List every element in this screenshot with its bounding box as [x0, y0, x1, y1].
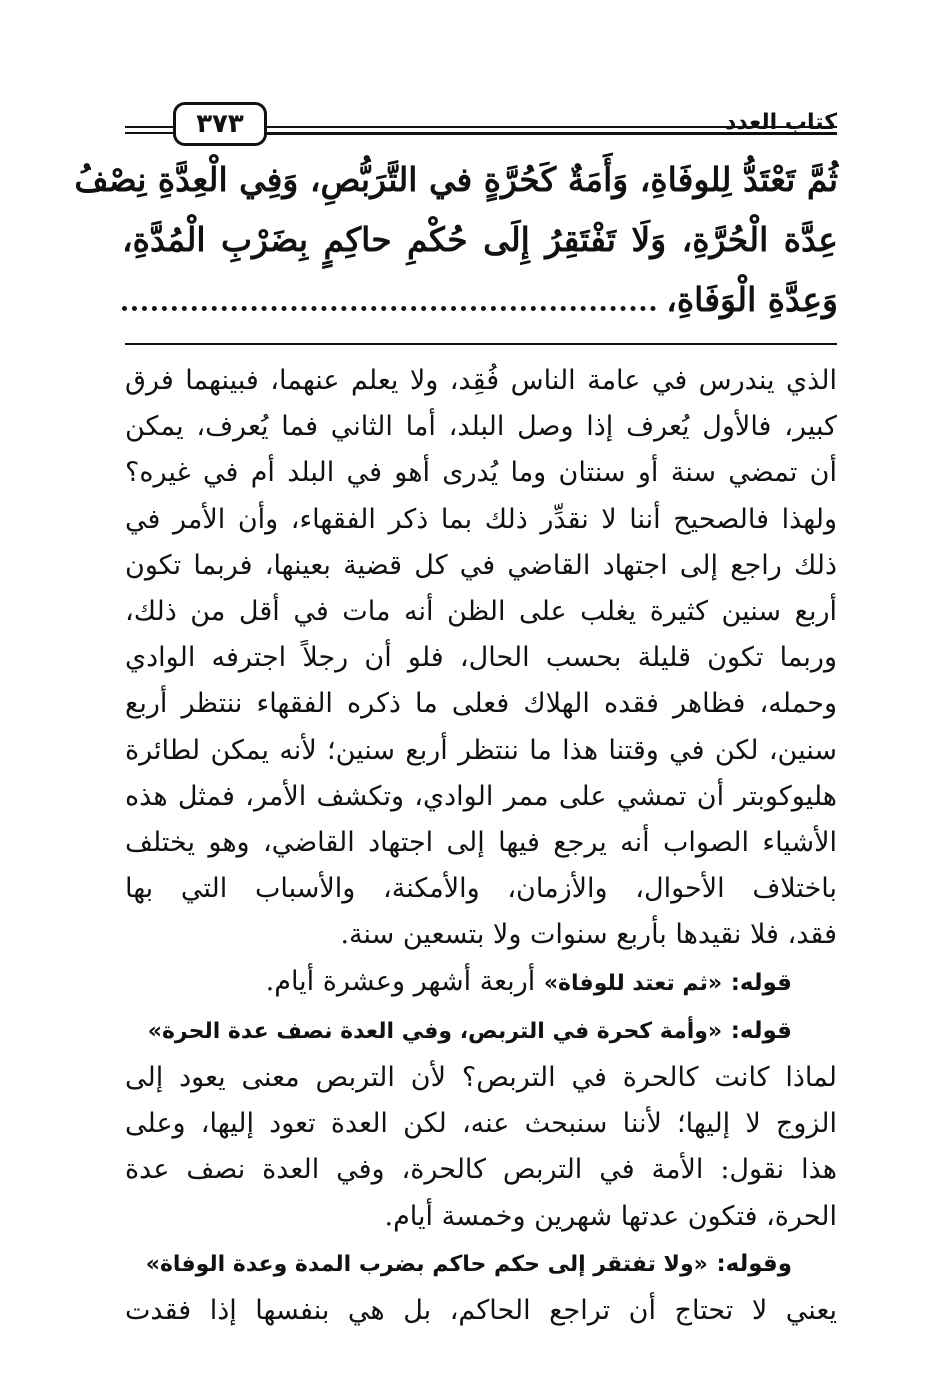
- text-line: يعني لا تحتاج أن تراجع الحاكم، بل هي بنفسها إذا فقدت: [125, 1295, 837, 1327]
- page-number: ٣٧٣: [173, 102, 267, 146]
- page-header: [125, 100, 837, 152]
- header-rule: [125, 132, 173, 134]
- text-line: أربع سنين كثيرة يغلب على الظن أنه مات في أقل من ذلك،: [125, 596, 837, 628]
- chapter-title: كتاب العدد: [724, 110, 837, 135]
- text-line: أن تمضي سنة أو سنتان وما يُدرى أهو في البلد أم في غيره؟: [125, 457, 837, 489]
- text-line: ولهذا فالصحيح أننا لا نقدِّر ذلك بما ذكر الفقهاء، وأن الأمر في: [125, 503, 837, 535]
- matn-line: عِدَّة الْحُرَّةِ، وَلَا تَفْتَقِرُ إِلَى حُكْمِ حاكِمٍ بِضَرْبِ الْمُدَّةِ،: [122, 220, 838, 259]
- text-line: لماذا كانت كالحرة في التربص؟ لأن التربص معنى يعود إلى: [125, 1062, 837, 1094]
- section-divider: [125, 343, 837, 345]
- text-line: الحرة، فتكون عدتها شهرين وخمسة أيام.: [384, 1200, 837, 1232]
- text-line: وربما تكون قليلة بحسب الحال، فلو أن رجلاً اجترفه الوادي: [125, 642, 837, 674]
- quoted-matn: «ولا تفتقر إلى حكم حاكم بضرب المدة وعدة الوفاة»: [145, 1251, 708, 1277]
- quote-label: قوله:: [730, 969, 792, 996]
- matn-text: [74, 150, 838, 330]
- header-rule: [125, 126, 173, 128]
- quote-label: قوله:: [730, 1017, 792, 1044]
- quoted-matn: «ثم تعتد للوفاة»: [543, 970, 723, 996]
- text-line: الذي يندرس في عامة الناس فُقِد، ولا يعلم عنهما، فبينهما فرق: [125, 365, 837, 396]
- quote-explanation: أربعة أشهر وعشرة أيام.: [265, 965, 544, 997]
- quote-line: [125, 959, 837, 1007]
- matn-line: ثُمَّ تَعْتَدُّ لِلوفَاةِ، وَأَمَةٌ كَحُرَّةٍ في التَّرَبُّصِ، وَفِي الْعِدَّةِ نِصْفُ: [74, 160, 838, 199]
- matn-last-line: [122, 270, 838, 330]
- text-line: ذلك راجع إلى اجتهاد القاضي في كل قضية بعينها، فربما تكون: [125, 549, 837, 581]
- text-line: باختلاف الأحوال، والأزمان، والأمكنة، والأسباب التي بها: [125, 873, 837, 905]
- quote-label: وقوله:: [716, 1250, 792, 1277]
- dotted-leader: [122, 296, 656, 311]
- text-line: سنين، لكن في وقتنا هذا ما ننتظر أربع سنين؛ لأنه يمكن لطائرة: [125, 734, 837, 766]
- quote-line: [125, 1240, 837, 1288]
- text-line: وحمله، فظاهر فقده الهلاك فعلى ما ذكره الفقهاء ننتظر أربع: [125, 688, 837, 720]
- quote-line: [125, 1007, 837, 1055]
- text-line: فقد، فلا نقيدها بأربع سنوات ولا بتسعين سنة.: [340, 919, 837, 951]
- matn-line: وَعِدَّةِ الْوَفَاةِ،: [666, 280, 838, 319]
- text-line: كبير، فالأول يُعرف إذا وصل البلد، أما الثاني فما يُعرف، يمكن: [125, 411, 837, 443]
- text-line: الزوج لا إليها؛ لأننا سنبحث عنه، لكن العدة تعود إليها، وعلى: [125, 1108, 837, 1140]
- text-line: الأشياء الصواب أنه يرجع فيها إلى اجتهاد القاضي، وهو يختلف: [125, 827, 837, 859]
- text-line: هذا نقول: الأمة في التربص كالحرة، وفي العدة نصف عدة: [125, 1154, 837, 1186]
- quoted-matn: «وأمة كحرة في التربص، وفي العدة نصف عدة الحرة»: [147, 1018, 723, 1044]
- text-line: هليوكوبتر أن تمشي على ممر الوادي، وتكشف الأمر، فمثل هذه: [125, 780, 837, 812]
- commentary-text: [125, 358, 837, 1334]
